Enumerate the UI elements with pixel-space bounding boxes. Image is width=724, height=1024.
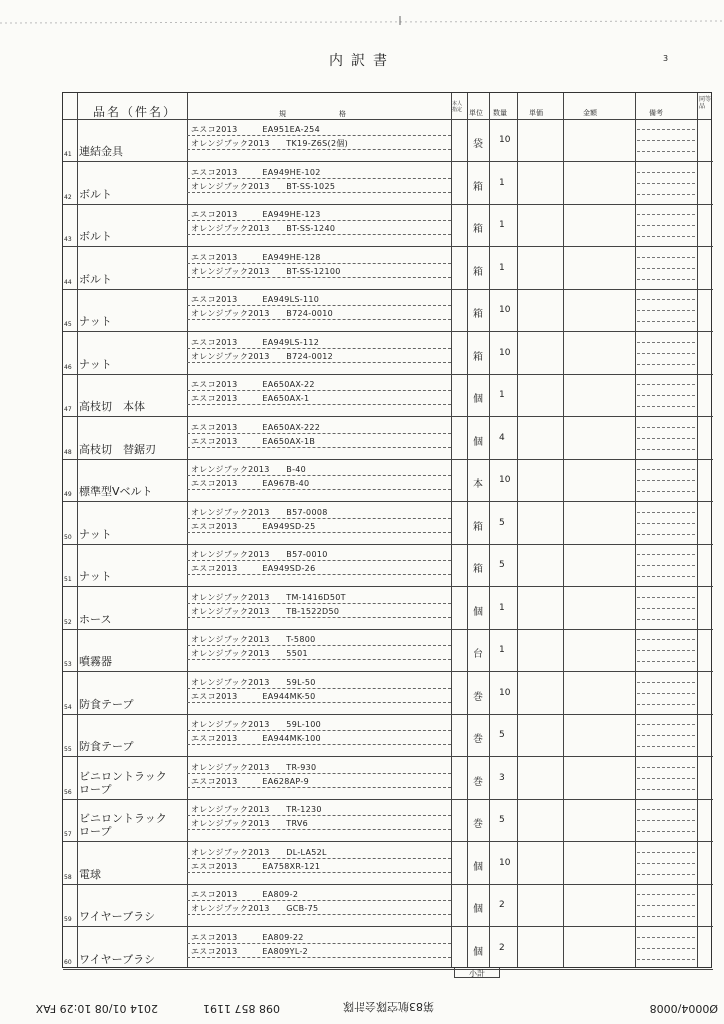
- spec-underline: [187, 489, 451, 490]
- spec-underline: [187, 815, 451, 816]
- item-qty: 3: [499, 772, 505, 783]
- spec-line-1: エスコ2013 EA949HE-123: [191, 210, 321, 219]
- remarks-line: [637, 236, 695, 237]
- spec-line-2: エスコ2013 EA949SD-25: [191, 521, 316, 531]
- remarks-line: [637, 395, 695, 396]
- remarks-line: [637, 438, 695, 439]
- remarks-line: [637, 735, 695, 736]
- row-number: 42: [64, 193, 72, 201]
- row-number: 56: [64, 788, 72, 796]
- spec-line-1: オレンジブック2013 DL-LA52L: [191, 847, 327, 857]
- spec-underline: [187, 829, 451, 830]
- spec-line-2: オレンジブック2013 5501: [191, 649, 308, 658]
- remarks-line: [637, 268, 695, 269]
- remarks-line: [637, 619, 695, 620]
- row-number: 44: [64, 278, 72, 286]
- spec-line-2: エスコ2013 EA650AX-1B: [191, 436, 316, 446]
- item-unit: 巻: [473, 734, 483, 745]
- spec-line-2: オレンジブック2013 BT-SS-12100: [191, 266, 341, 276]
- spec-line-1: オレンジブック2013 TR-930: [191, 762, 317, 772]
- table-row: [63, 714, 713, 756]
- remarks-line: [637, 704, 695, 705]
- remarks-line: [637, 767, 695, 768]
- item-unit: 台: [473, 649, 483, 660]
- item-name: ボルト: [79, 230, 112, 243]
- spec-underline: [187, 220, 451, 221]
- spec-underline: [187, 447, 451, 448]
- remarks-line: [637, 650, 695, 651]
- spec-underline: [187, 277, 451, 278]
- remarks-line: [637, 778, 695, 779]
- item-name: ワイヤーブラシ: [79, 910, 156, 923]
- spec-line-2: エスコ2013 EA967B-40: [191, 479, 310, 488]
- item-unit: 個: [473, 861, 483, 873]
- item-unit: 箱: [473, 224, 483, 235]
- remarks-line: [637, 353, 695, 354]
- remarks-line: [637, 746, 695, 747]
- item-qty: 4: [499, 432, 505, 443]
- table-row: [63, 119, 713, 161]
- itemized-table: [62, 92, 712, 968]
- item-qty: 2: [499, 900, 505, 910]
- table-row: [63, 289, 713, 331]
- remarks-line: [637, 831, 695, 832]
- remarks-line: [637, 183, 695, 184]
- spec-line-1: エスコ2013 EA951EA-254: [191, 125, 320, 134]
- item-name: 電球: [79, 867, 101, 881]
- row-number: 57: [64, 831, 72, 838]
- item-unit: 巻: [473, 691, 483, 703]
- item-name: ボルト: [79, 187, 112, 201]
- item-qty: 5: [499, 517, 505, 528]
- item-unit: 箱: [473, 266, 483, 278]
- spec-line-2: エスコ2013 EA650AX-1: [191, 394, 310, 403]
- remarks-line: [637, 905, 695, 906]
- item-unit: 巻: [473, 819, 483, 830]
- item-unit: 本: [473, 479, 483, 490]
- spec-underline: [187, 957, 451, 958]
- table-row: [63, 204, 713, 246]
- spec-underline: [187, 645, 451, 646]
- page-number: 3: [663, 54, 669, 63]
- spec-line-1: オレンジブック2013 59L-100: [191, 720, 322, 729]
- spec-line-2: オレンジブック2013 GCB-75: [191, 904, 319, 913]
- row-number: 49: [64, 491, 72, 498]
- item-name: ビニロントラック ロープ: [79, 769, 167, 796]
- remarks-line: [637, 342, 695, 343]
- remarks-line: [637, 129, 695, 130]
- spec-underline: [187, 617, 451, 618]
- spec-line-1: エスコ2013 EA650AX-22: [191, 380, 315, 389]
- spec-line-1: オレンジブック2013 TM-1416D50T: [191, 592, 346, 602]
- item-qty: 10: [499, 135, 511, 145]
- table-row: [63, 842, 713, 884]
- spec-line-1: オレンジブック2013 B57-0008: [191, 507, 328, 517]
- spec-underline: [187, 702, 451, 703]
- remarks-line: [637, 789, 695, 790]
- spec-line-2: オレンジブック2013 TB-1522D50: [191, 606, 340, 616]
- remarks-line: [637, 406, 695, 407]
- table-row: [63, 544, 713, 586]
- spec-underline: [187, 178, 451, 179]
- item-name: 高枝切 本体: [79, 400, 145, 413]
- spec-underline: [187, 475, 451, 476]
- remarks-line: [637, 469, 695, 470]
- remarks-line: [637, 512, 695, 513]
- spec-underline: [187, 149, 451, 150]
- spec-underline: [187, 362, 451, 363]
- remarks-line: [637, 384, 695, 385]
- spec-line-2: エスコ2013 EA944MK-100: [191, 734, 321, 743]
- row-number: 45: [64, 321, 72, 328]
- remarks-line: [637, 534, 695, 535]
- spec-line-2: エスコ2013 EA758XR-121: [191, 861, 321, 871]
- spec-underline: [187, 773, 451, 774]
- item-name: ナット: [79, 357, 112, 371]
- item-qty: 1: [499, 220, 505, 230]
- remarks-line: [637, 809, 695, 810]
- spec-line-1: エスコ2013 EA949HE-102: [191, 167, 321, 177]
- spec-underline: [187, 234, 451, 235]
- item-name: ビニロントラック ロープ: [79, 812, 167, 838]
- remarks-line: [637, 225, 695, 226]
- spec-line-2: エスコ2013 EA628AP-9: [191, 776, 309, 786]
- item-unit: 個: [473, 606, 483, 618]
- table-row: [63, 672, 713, 714]
- remarks-line: [637, 140, 695, 141]
- remarks-line: [637, 151, 695, 152]
- item-unit: 袋: [473, 139, 483, 150]
- spec-underline: [187, 900, 451, 901]
- fax-number: 098 857 1191: [203, 1002, 280, 1015]
- spec-underline: [187, 518, 451, 519]
- item-qty: 1: [499, 602, 505, 613]
- item-unit: 個: [473, 946, 483, 958]
- spec-line-1: オレンジブック2013 TR-1230: [191, 805, 322, 814]
- spec-underline: [187, 659, 451, 660]
- remarks-line: [637, 894, 695, 895]
- header-same-item: 同等品: [699, 96, 712, 110]
- remarks-line: [637, 194, 695, 195]
- item-qty: 5: [499, 815, 505, 825]
- item-qty: 10: [499, 305, 511, 315]
- row-line: [63, 969, 713, 970]
- spec-line-2: オレンジブック2013 TRV6: [191, 819, 309, 828]
- spec-line-2: エスコ2013 EA949SD-26: [191, 564, 316, 573]
- remarks-line: [637, 820, 695, 821]
- spec-underline: [187, 744, 451, 745]
- item-unit: 箱: [473, 521, 483, 533]
- spec-underline: [187, 858, 451, 859]
- item-name: ワイヤーブラシ: [79, 952, 156, 966]
- spec-underline: [187, 135, 451, 136]
- item-qty: 1: [499, 390, 505, 400]
- spec-line-1: オレンジブック2013 T-5800: [191, 635, 316, 644]
- remarks-line: [637, 364, 695, 365]
- spec-line-2: エスコ2013 EA944MK-50: [191, 691, 316, 701]
- spec-underline: [187, 574, 451, 575]
- item-qty: 10: [499, 347, 511, 358]
- row-number: 46: [64, 363, 72, 371]
- item-unit: 個: [473, 436, 483, 448]
- header-qty: 数量: [493, 109, 507, 117]
- item-qty: 1: [499, 262, 505, 273]
- row-number: 59: [64, 916, 72, 923]
- spec-line-2: オレンジブック2013 B724-0012: [191, 351, 334, 361]
- table-row: [63, 162, 713, 204]
- remarks-line: [637, 299, 695, 300]
- row-number: 41: [64, 151, 72, 158]
- table-row: [63, 332, 713, 374]
- remarks-line: [637, 449, 695, 450]
- item-qty: 5: [499, 560, 505, 570]
- remarks-line: [637, 214, 695, 215]
- row-number: 53: [64, 661, 72, 668]
- table-row: [63, 629, 713, 671]
- spec-underline: [187, 390, 451, 391]
- table-row: [63, 374, 713, 416]
- remarks-line: [637, 661, 695, 662]
- spec-underline: [187, 263, 451, 264]
- item-qty: 10: [499, 475, 511, 485]
- table-row: [63, 587, 713, 629]
- scan-noise: [0, 0, 724, 26]
- row-number: 51: [64, 576, 72, 583]
- item-qty: 2: [499, 942, 505, 953]
- remarks-line: [637, 576, 695, 577]
- row-number: 47: [64, 406, 72, 413]
- spec-line-1: エスコ2013 EA650AX-222: [191, 422, 321, 432]
- spec-underline: [187, 730, 451, 731]
- item-unit: 個: [473, 904, 483, 915]
- header-amount: 金額: [583, 109, 597, 117]
- subtotal-label: 小計: [454, 968, 500, 978]
- spec-line-1: エスコ2013 EA809-22: [191, 932, 304, 942]
- row-number: 54: [64, 703, 72, 711]
- remarks-line: [637, 172, 695, 173]
- spec-line-2: エスコ2013 EA809YL-2: [191, 946, 309, 956]
- row-number: 50: [64, 533, 72, 541]
- row-number: 55: [64, 746, 72, 753]
- remarks-line: [637, 852, 695, 853]
- remarks-line: [637, 321, 695, 322]
- remarks-line: [637, 310, 695, 311]
- document-title: 内訳書: [329, 53, 395, 69]
- row-number: 60: [64, 958, 72, 966]
- row-number: 52: [64, 618, 72, 626]
- item-name: 防食テープ: [79, 740, 134, 753]
- spec-line-2: オレンジブック2013 TK19-Z6S(2個): [191, 139, 349, 148]
- row-number: 58: [64, 873, 72, 881]
- item-unit: 箱: [473, 564, 483, 575]
- table-row: [63, 247, 713, 289]
- remarks-line: [637, 863, 695, 864]
- fax-sender: 第83航空隊会計隊: [343, 1000, 434, 1013]
- spec-underline: [187, 603, 451, 604]
- header-name: 品名（件名）: [93, 105, 178, 119]
- item-unit: 箱: [473, 181, 483, 193]
- spec-underline: [187, 433, 451, 434]
- item-name: ナット: [79, 527, 112, 541]
- item-unit: 個: [473, 394, 483, 405]
- remarks-line: [637, 427, 695, 428]
- table-row: [63, 417, 713, 459]
- row-number: 48: [64, 448, 72, 456]
- remarks-line: [637, 523, 695, 524]
- table-row: [63, 459, 713, 501]
- item-name: 噴霧器: [79, 655, 112, 668]
- item-qty: 10: [499, 687, 511, 698]
- table-row: [63, 884, 713, 926]
- spec-line-1: オレンジブック2013 59L-50: [191, 677, 316, 687]
- spec-underline: [187, 305, 451, 306]
- item-unit: 箱: [473, 351, 483, 363]
- item-qty: 10: [499, 857, 511, 868]
- item-name: 標準型Vベルト: [79, 485, 153, 498]
- remarks-line: [637, 257, 695, 258]
- spec-line-2: オレンジブック2013 B724-0010: [191, 309, 334, 318]
- remarks-line: [637, 937, 695, 938]
- spec-underline: [187, 872, 451, 873]
- remarks-line: [637, 874, 695, 875]
- spec-line-1: エスコ2013 EA949LS-110: [191, 295, 320, 304]
- header-designation: 本人指定: [452, 101, 463, 113]
- spec-line-2: オレンジブック2013 BT-SS-1240: [191, 224, 336, 233]
- item-unit: 巻: [473, 776, 483, 788]
- item-name: 防食テープ: [79, 697, 134, 711]
- fax-header: [0, 997, 724, 1017]
- fax-page: Ø0004/0008: [649, 1002, 718, 1015]
- header-unit-price: 単価: [529, 109, 543, 117]
- item-name: 連結金具: [79, 145, 123, 158]
- header-unit: 単位: [469, 109, 483, 117]
- item-name: ホース: [79, 612, 112, 626]
- item-name: ナット: [79, 570, 112, 583]
- table-row: [63, 757, 713, 799]
- item-name: ナット: [79, 315, 112, 328]
- remarks-line: [637, 597, 695, 598]
- table-row: [63, 927, 713, 969]
- item-name: ボルト: [79, 272, 112, 286]
- item-qty: 1: [499, 645, 505, 655]
- spec-underline: [187, 192, 451, 193]
- remarks-line: [637, 554, 695, 555]
- remarks-line: [637, 279, 695, 280]
- item-qty: 5: [499, 730, 505, 740]
- remarks-line: [637, 639, 695, 640]
- item-unit: 箱: [473, 309, 483, 320]
- header-remarks: 備考: [649, 109, 663, 117]
- item-name: 高枝切 替鋸刃: [79, 442, 156, 456]
- remarks-line: [637, 491, 695, 492]
- remarks-line: [637, 565, 695, 566]
- table-row: [63, 502, 713, 544]
- spec-underline: [187, 914, 451, 915]
- row-number: 43: [64, 236, 72, 243]
- spec-line-1: エスコ2013 EA809-2: [191, 890, 299, 899]
- spec-underline: [187, 319, 451, 320]
- remarks-line: [637, 480, 695, 481]
- spec-line-1: エスコ2013 EA949LS-112: [191, 337, 320, 347]
- item-qty: 1: [499, 177, 505, 188]
- remarks-line: [637, 948, 695, 949]
- remarks-line: [637, 916, 695, 917]
- spec-line-1: オレンジブック2013 B-40: [191, 465, 307, 474]
- spec-underline: [187, 688, 451, 689]
- fax-datetime: 2014 01/08 10:29 FAX: [35, 1002, 158, 1015]
- spec-underline: [187, 560, 451, 561]
- header-spec: 規 格: [279, 110, 354, 118]
- remarks-line: [637, 608, 695, 609]
- spec-underline: [187, 348, 451, 349]
- remarks-line: [637, 724, 695, 725]
- remarks-line: [637, 959, 695, 960]
- spec-underline: [187, 532, 451, 533]
- spec-underline: [187, 787, 451, 788]
- remarks-line: [637, 682, 695, 683]
- spec-underline: [187, 943, 451, 944]
- spec-underline: [187, 404, 451, 405]
- remarks-line: [637, 693, 695, 694]
- spec-line-2: オレンジブック2013 BT-SS-1025: [191, 181, 336, 191]
- spec-line-1: エスコ2013 EA949HE-128: [191, 252, 321, 262]
- spec-line-1: オレンジブック2013 B57-0010: [191, 550, 328, 559]
- table-row: [63, 799, 713, 841]
